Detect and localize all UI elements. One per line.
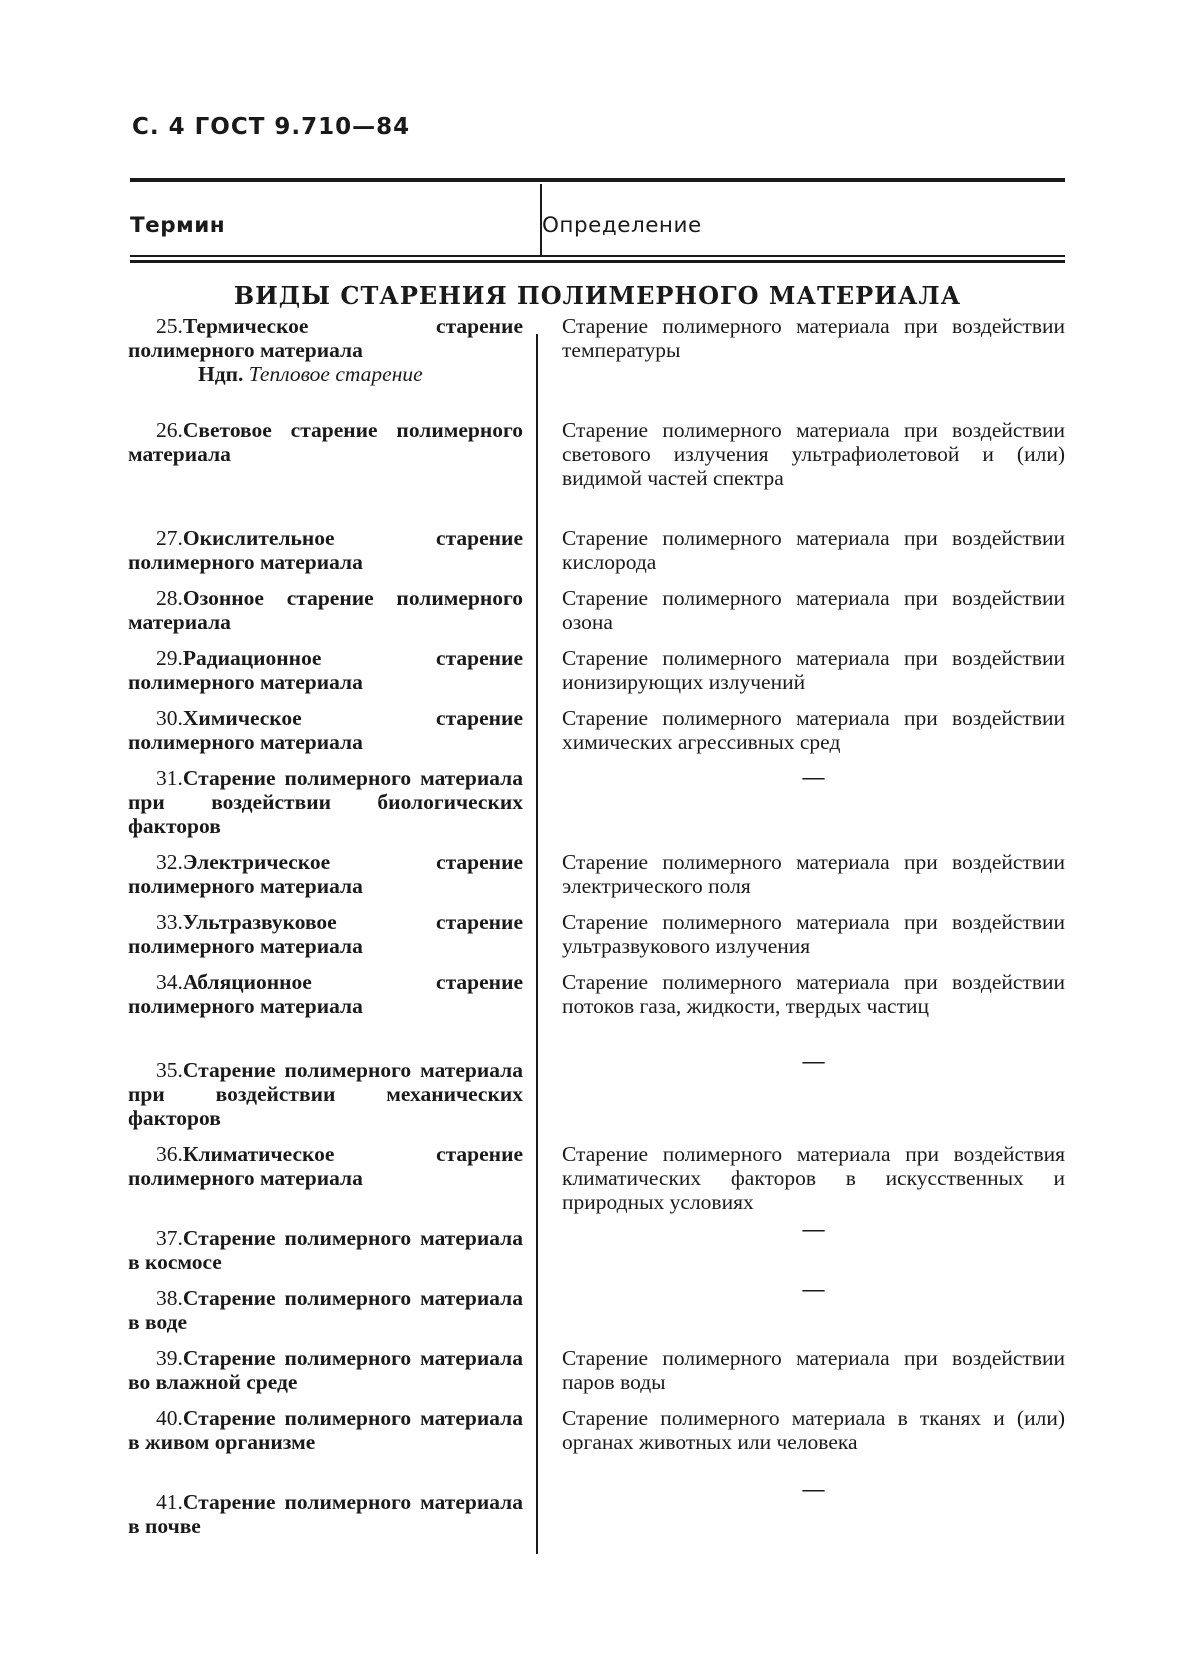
term-entry: 41.Старение полимерного материала в почве	[128, 1490, 523, 1538]
definition-entry: Старение полимерного материала при воздействии потоков газа, жидкости, твердых частиц	[562, 970, 1065, 1018]
term-entry: 28.Озонное старение полимерного материала	[128, 586, 523, 634]
table-top-rule	[130, 178, 1065, 182]
body-column-divider	[536, 334, 538, 1554]
definition-entry: Старение полимерного материала при воздействии электрического поля	[562, 850, 1065, 898]
header-bottom-rule-thick	[130, 260, 1065, 263]
definition-entry: Старение полимерного материала при воздействии светового излучения ультрафиолетовой и (или) видимой частей спектра	[562, 418, 1065, 490]
definition-entry: Старение полимерного материала при воздействии паров воды	[562, 1346, 1065, 1394]
term-entry: 40.Старение полимерного материала в живом организме	[128, 1406, 523, 1454]
term-entry: 34.Абляционное старение полимерного материала	[128, 970, 523, 1018]
definition-entry: Старение полимерного материала в тканях и (или) органах животных или человека	[562, 1406, 1065, 1454]
column-header-definition: Определение	[542, 213, 702, 238]
column-header-term: Термин	[130, 213, 226, 238]
definition-dash: —	[802, 1048, 825, 1073]
definition-dash: —	[802, 1476, 825, 1501]
definition-entry: Старение полимерного материала при воздействии кислорода	[562, 526, 1065, 574]
alt-term: Тепловое старение	[248, 362, 423, 386]
definition-entry: Старение полимерного материала при воздействии озона	[562, 586, 1065, 634]
alt-term-label: Ндп.	[198, 362, 244, 386]
term-entry: 30.Химическое старение полимерного материала	[128, 706, 523, 754]
definition-entry: Старение полимерного материала при воздействии ионизирующих излучений	[562, 646, 1065, 694]
page-header: С. 4 ГОСТ 9.710—84	[132, 114, 411, 140]
section-title: ВИДЫ СТАРЕНИЯ ПОЛИМЕРНОГО МАТЕРИАЛА	[233, 281, 962, 310]
definition-dash: —	[802, 764, 825, 789]
header-bottom-rule	[130, 255, 1065, 257]
term-entry: 26.Световое старение полимерного материала	[128, 418, 523, 466]
term-entry: 27.Окислительное старение полимерного материала	[128, 526, 523, 574]
term-entry: 25.Термическое старение полимерного материала Ндп. Тепловое старение	[128, 314, 523, 386]
definition-entry: Старение полимерного материала при воздействии химических агрессивных сред	[562, 706, 1065, 754]
term-entry: 37.Старение полимерного материала в космосе	[128, 1226, 523, 1274]
term-entry: 36.Климатическое старение полимерного материала	[128, 1142, 523, 1190]
term-entry: 38.Старение полимерного материала в воде	[128, 1286, 523, 1334]
term-entry: 29.Радиационное старение полимерного материала	[128, 646, 523, 694]
term-entry: 39.Старение полимерного материала во влажной среде	[128, 1346, 523, 1394]
definition-dash: —	[802, 1216, 825, 1241]
term-entry: 35.Старение полимерного материала при воздействии механических факторов	[128, 1058, 523, 1130]
term-entry: 31.Старение полимерного материала при воздействии биологических факторов	[128, 766, 523, 838]
definition-entry: Старение полимерного материала при воздействия климатических факторов в искусственных и природных условиях	[562, 1142, 1065, 1214]
definition-entry: Старение полимерного материала при воздействии ультразвукового излучения	[562, 910, 1065, 958]
definition-dash: —	[802, 1276, 825, 1301]
term-entry: 32.Электрическое старение полимерного материала	[128, 850, 523, 898]
definition-entry: Старение полимерного материала при воздействии температуры	[562, 314, 1065, 362]
term-entry: 33.Ультразвуковое старение полимерного материала	[128, 910, 523, 958]
